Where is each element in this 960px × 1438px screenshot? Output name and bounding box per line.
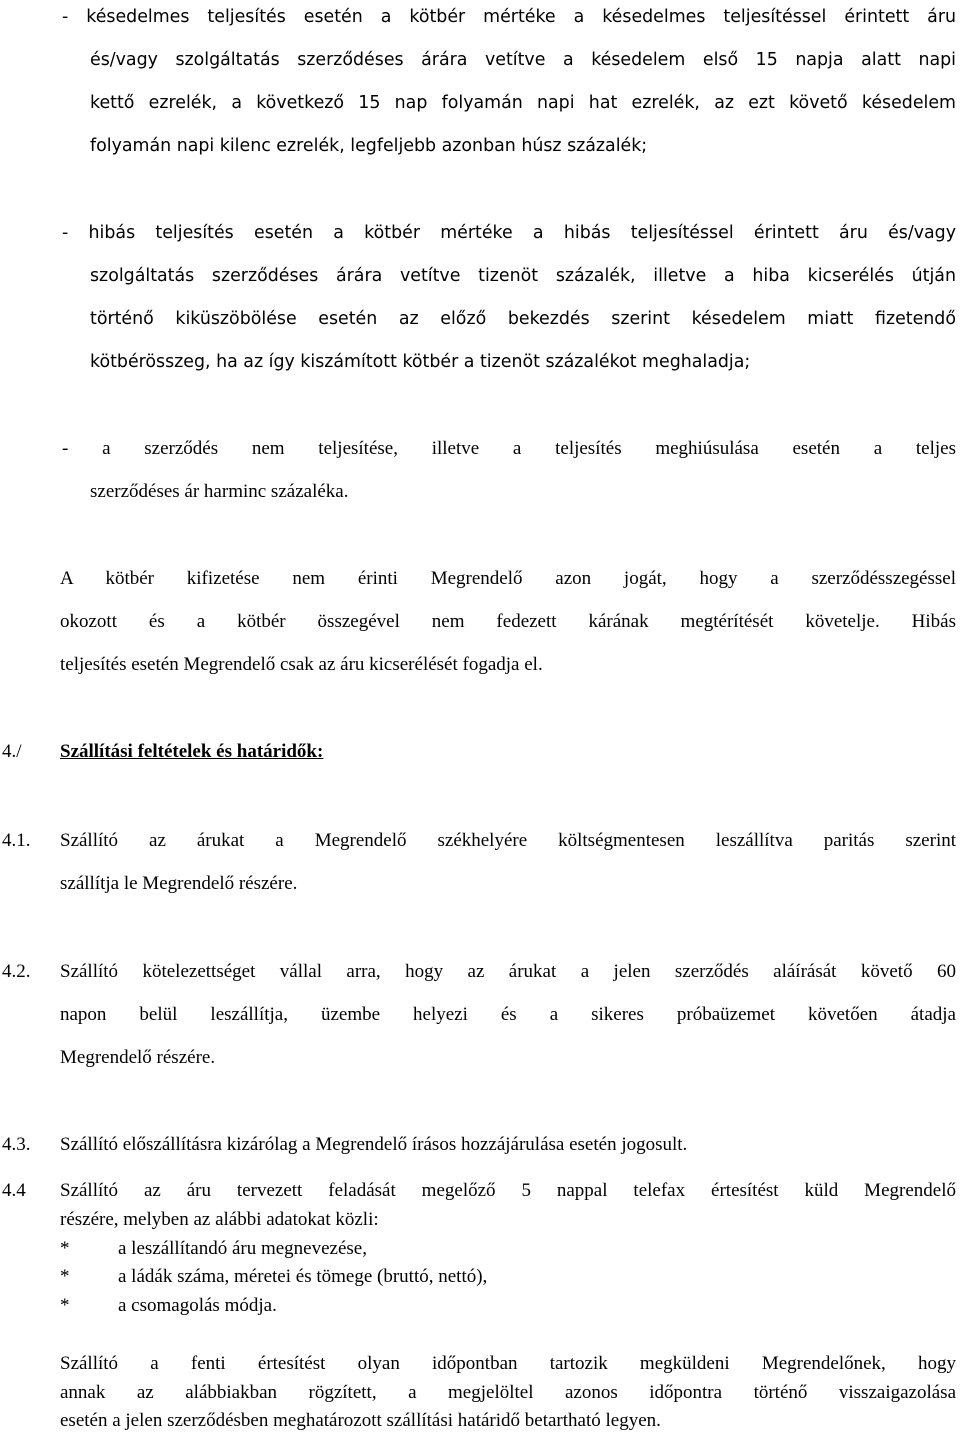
section-number: 4./ (2, 741, 22, 762)
penalty-item-nonperformance-line: - a szerződés nem teljesítése, illetve a teljesítés meghiúsulása esetén a teljes (62, 438, 956, 459)
penalty-item-late-line: folyamán napi kilenc ezrelék, legfeljebb azonban húsz százalék; (90, 136, 648, 156)
penalty-paragraph-line: teljesítés esetén Megrendelő csak az áru kicserélését fogadja el. (60, 654, 543, 675)
clause-line: Szállító az áru tervezett feladását megelőző 5 nappal telefax értesítést küld Megrendelő (60, 1180, 956, 1201)
clause-line: napon belül leszállítja, üzembe helyezi és a sikeres próbaüzemet követően átadja (60, 1004, 956, 1025)
clause-line: Megrendelő részére. (60, 1047, 216, 1068)
clause-line: Szállító kötelezettséget vállal arra, hogy az árukat a jelen szerződés aláírását követő 60 (60, 961, 956, 982)
clause-number: 4.1. (2, 830, 31, 851)
clause-number: 4.3. (2, 1134, 31, 1155)
section-title: Szállítási feltételek és határidők: (60, 741, 324, 762)
clause-line: részére, melyben az alábbi adatokat közli: (60, 1209, 379, 1230)
clause-line: Szállító előszállításra kizárólag a Megrendelő írásos hozzájárulása esetén jogosult. (60, 1134, 688, 1155)
bullet-text: a ládák száma, méretei és tömege (bruttó, nettó), (118, 1266, 488, 1287)
closing-paragraph-line: annak az alábbiakban rögzített, a megjelöltel azonos időpontra történő visszaigazolása (60, 1382, 956, 1403)
penalty-item-defective-line: - hibás teljesítés esetén a kötbér mértéke a hibás teljesítéssel érintett áru és/vagy (62, 223, 956, 243)
closing-paragraph-line: Szállító a fenti értesítést olyan időpontban tartozik megküldeni Megrendelőnek, hogy (60, 1353, 956, 1374)
asterisk-bullet-icon: * (60, 1295, 70, 1316)
penalty-paragraph-line: A kötbér kifizetése nem érinti Megrendelő azon jogát, hogy a szerződésszegéssel (60, 568, 956, 589)
penalty-item-defective-line: történő kiküszöbölése esetén az előző bekezdés szerint késedelem miatt fizetendő (90, 309, 956, 329)
asterisk-bullet-icon: * (60, 1266, 70, 1287)
asterisk-bullet-icon: * (60, 1238, 70, 1259)
clause-number: 4.4 (2, 1180, 26, 1201)
bullet-text: a leszállítandó áru megnevezése, (118, 1238, 367, 1259)
clause-number: 4.2. (2, 961, 31, 982)
clause-line: szállítja le Megrendelő részére. (60, 873, 298, 894)
clause-line: Szállító az árukat a Megrendelő székhelyére költségmentesen leszállítva paritás szerint (60, 830, 956, 851)
penalty-item-nonperformance-line: szerződéses ár harminc százaléka. (90, 481, 349, 502)
closing-paragraph-line: esetén a jelen szerződésben meghatározott szállítási határidő betartható legyen. (60, 1410, 661, 1431)
penalty-item-late-line: és/vagy szolgáltatás szerződéses árára vetítve a késedelem első 15 napja alatt napi (90, 50, 956, 70)
penalty-item-defective-line: szolgáltatás szerződéses árára vetítve tizenöt százalék, illetve a hiba kicserélés útján (90, 266, 956, 286)
penalty-item-late-line: - késedelmes teljesítés esetén a kötbér mértéke a késedelmes teljesítéssel érintett áru (62, 7, 956, 27)
penalty-item-late-line: kettő ezrelék, a következő 15 nap folyamán napi hat ezrelék, az ezt követő késedelem (90, 93, 956, 113)
penalty-paragraph-line: okozott és a kötbér összegével nem fedezett kárának megtérítését követelje. Hibás (60, 611, 956, 632)
bullet-text: a csomagolás módja. (118, 1295, 277, 1316)
penalty-item-defective-line: kötbérösszeg, ha az így kiszámított kötbér a tizenöt százalékot meghaladja; (90, 352, 751, 372)
